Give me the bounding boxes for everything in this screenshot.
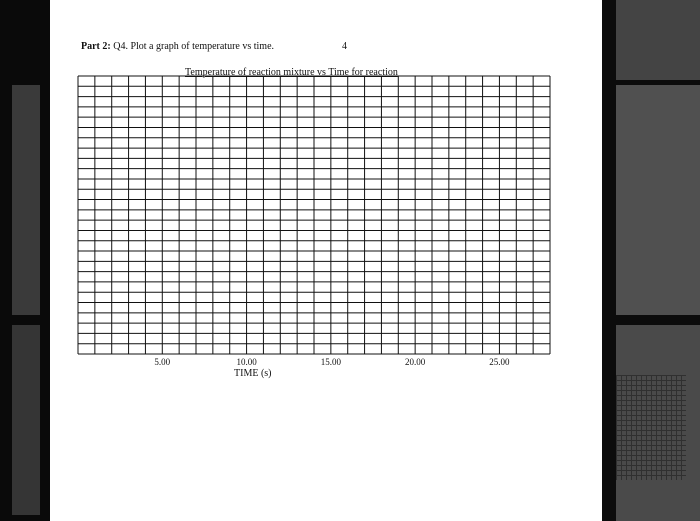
right-thumbnail-page-2 <box>616 85 700 315</box>
x-tick-label: 20.00 <box>405 357 426 367</box>
right-thumbnail-page-1 <box>616 0 700 80</box>
left-ghost-page <box>12 85 40 315</box>
left-ghost-page-lower <box>12 325 40 515</box>
right-background <box>602 0 700 521</box>
worksheet-page <box>50 0 602 521</box>
x-tick-label: 5.00 <box>154 357 171 367</box>
x-axis-label: TIME (s) <box>234 368 272 379</box>
x-tick-label: 10.00 <box>236 357 257 367</box>
x-tick-label: 25.00 <box>489 357 510 367</box>
part-label: Part 2: <box>81 41 111 52</box>
x-tick-label: 15.00 <box>320 357 341 367</box>
chart-title: Temperature of reaction mixture vs Time for reaction <box>185 67 398 78</box>
left-background <box>0 0 50 521</box>
question-text: Q4. Plot a graph of temperature vs time. <box>113 41 275 52</box>
page-number: 4 <box>342 41 347 52</box>
right-thumbnail-grid <box>616 375 686 480</box>
graph-paper-chart <box>50 0 602 521</box>
